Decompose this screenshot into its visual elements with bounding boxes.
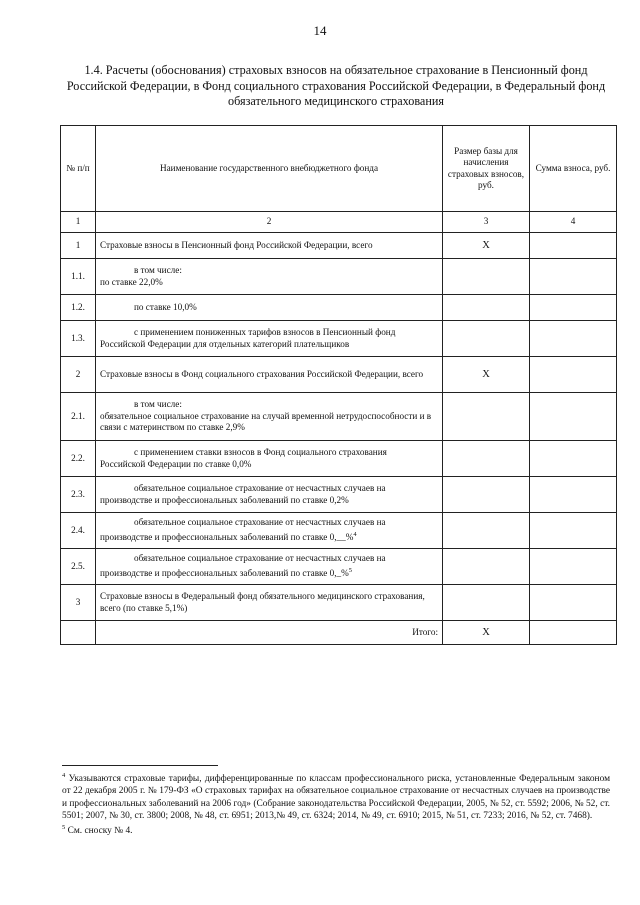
table-row — [61, 477, 617, 513]
section-heading: 1.4. Расчеты (обоснования) страховых взносов на обязательное страхование в Пенсионный фонд Российской Федерации, в Фонд социального страхования Российской Федерации, в Федеральный фонд обязательного медицинского страхования — [66, 63, 606, 108]
table-row — [61, 233, 617, 259]
footnote-4-mark: 4 — [62, 772, 66, 779]
index-cell: 4 — [530, 212, 617, 233]
row-base — [443, 295, 530, 321]
row-name-text: по ставке 10,0% — [134, 301, 197, 312]
row-name-text: Российской Федерации по ставке 0,0% — [100, 458, 252, 469]
footnote-5-text: См. сноску № 4. — [67, 826, 133, 837]
row-name — [96, 233, 443, 259]
index-cell: 2 — [96, 212, 443, 233]
row-name — [96, 513, 443, 549]
footnotes — [62, 770, 610, 837]
row-base — [443, 513, 530, 549]
footnote-4 — [62, 770, 610, 822]
row-name — [96, 357, 443, 393]
footnote-5 — [62, 822, 610, 837]
row-name-text: Страховые взносы в Фонд социального страхования Российской Федерации, всего — [100, 368, 424, 379]
footnote-ref: 4 — [353, 530, 357, 538]
row-base — [443, 259, 530, 295]
total-sum — [530, 621, 617, 645]
header-contribution-sum: Сумма взноса, руб. — [530, 126, 617, 212]
row-number: 3 — [61, 585, 96, 621]
row-name-text: по ставке 22,0% — [100, 276, 163, 287]
row-number: 1 — [61, 233, 96, 259]
table-row — [61, 549, 617, 585]
row-name-lead: обязательное социальное страхование от несчастных случаев на — [134, 483, 386, 493]
total-number-cell — [61, 621, 96, 645]
row-sum — [530, 295, 617, 321]
row-name-text: обязательное социальное страхование на случай временной нетрудоспособности и в связи с материнством по ставке 2,9% — [100, 410, 432, 433]
row-name — [96, 549, 443, 585]
row-number: 2.4. — [61, 513, 96, 549]
row-name-text: производстве и профессиональных заболеваний по ставке 0,_% — [100, 568, 349, 579]
row-name — [96, 477, 443, 513]
row-name — [96, 259, 443, 295]
column-index-row — [61, 212, 617, 233]
row-number: 2.1. — [61, 393, 96, 441]
table-header-row — [61, 126, 617, 212]
row-name-lead: обязательное социальное страхование от несчастных случаев на — [134, 553, 386, 564]
row-number: 2 — [61, 357, 96, 393]
total-base: X — [443, 621, 530, 645]
row-name — [96, 441, 443, 477]
row-name — [96, 393, 443, 441]
table-row — [61, 259, 617, 295]
table-row — [61, 321, 617, 357]
row-name-text: Страховые взносы в Федеральный фонд обязательного медицинского страхования, всего (по ставке 5,1%) — [100, 591, 425, 613]
row-name-lead: с применением ставки взносов в Фонд социального страхования — [134, 447, 387, 457]
row-base — [443, 585, 530, 621]
row-base: X — [443, 357, 530, 393]
row-name-lead: в том числе: — [134, 399, 182, 410]
row-number: 1.2. — [61, 295, 96, 321]
row-sum — [530, 441, 617, 477]
row-name — [96, 321, 443, 357]
row-sum — [530, 259, 617, 295]
row-base — [443, 477, 530, 513]
footnote-ref: 5 — [348, 566, 353, 574]
row-name — [96, 295, 443, 321]
footnote-divider — [62, 765, 218, 766]
table-row — [61, 357, 617, 393]
table-row — [61, 585, 617, 621]
row-sum — [530, 393, 617, 441]
header-number: № п/п — [61, 126, 96, 212]
total-row — [61, 621, 617, 645]
page-number: 14 — [313, 23, 327, 38]
row-sum — [530, 233, 617, 259]
header-fund-name: Наименование государственного внебюджетного фонда — [96, 126, 443, 212]
index-cell: 3 — [443, 212, 530, 233]
row-name-text: производстве и профессиональных заболеваний по ставке 0,2% — [100, 494, 349, 505]
row-name-text: Российской Федерации для отдельных категорий плательщиков — [100, 338, 350, 349]
footnote-5-mark: 5 — [62, 823, 66, 831]
row-sum — [530, 321, 617, 357]
row-number: 2.2. — [61, 441, 96, 477]
row-base — [443, 441, 530, 477]
row-number: 2.3. — [61, 477, 96, 513]
header-base-amount: Размер базы для начисления страховых взносов, руб. — [443, 126, 530, 212]
table-row — [61, 513, 617, 549]
row-sum — [530, 549, 617, 585]
row-name-text: Страховые взносы в Пенсионный фонд Российской Федерации, всего — [100, 239, 373, 250]
row-name-lead: обязательное социальное страхование от несчастных случаев на — [134, 517, 386, 528]
row-name-text: производстве и профессиональных заболеваний по ставке 0,__% — [100, 532, 354, 543]
row-number: 1.1. — [61, 259, 96, 295]
row-number: 2.5. — [61, 549, 96, 585]
row-sum — [530, 585, 617, 621]
contributions-table — [60, 125, 617, 645]
row-base — [443, 549, 530, 585]
total-label: Итого: — [96, 621, 443, 645]
row-sum — [530, 477, 617, 513]
row-base — [443, 321, 530, 357]
row-name-lead: в том числе: — [134, 265, 182, 275]
table-row — [61, 441, 617, 477]
row-name — [96, 585, 443, 621]
row-sum — [530, 357, 617, 393]
table-row — [61, 393, 617, 441]
footnote-4-text: Указываются страховые тарифы, дифференцированные по классам профессионального риска, установленные Федеральным законом от 22 декабря 2005 г. № 179-ФЗ «О страховых тарифах на обязательное социальное страхование от несчастных случаев на производстве и профессиональных заболеваний на 2006 год» (Собрание законодательства Российской Федерации, 2005, № 52, ст. 5592; 2006, № 52, ст. 5501; 2007, № 30, ст. 3800; 2008, № 48, ст. 6951; 2013,№ 49, ст. 6324; 2014, № 49, ст. 6910; 2015, № 51, ст. 7233; 2016, № 52, ст. 7468). — [62, 774, 611, 821]
row-sum — [530, 513, 617, 549]
row-name-lead: с применением пониженных тарифов взносов в Пенсионный фонд — [134, 327, 396, 337]
row-base — [443, 393, 530, 441]
index-cell: 1 — [61, 212, 96, 233]
row-number: 1.3. — [61, 321, 96, 357]
row-base: X — [443, 233, 530, 259]
table-row — [61, 295, 617, 321]
